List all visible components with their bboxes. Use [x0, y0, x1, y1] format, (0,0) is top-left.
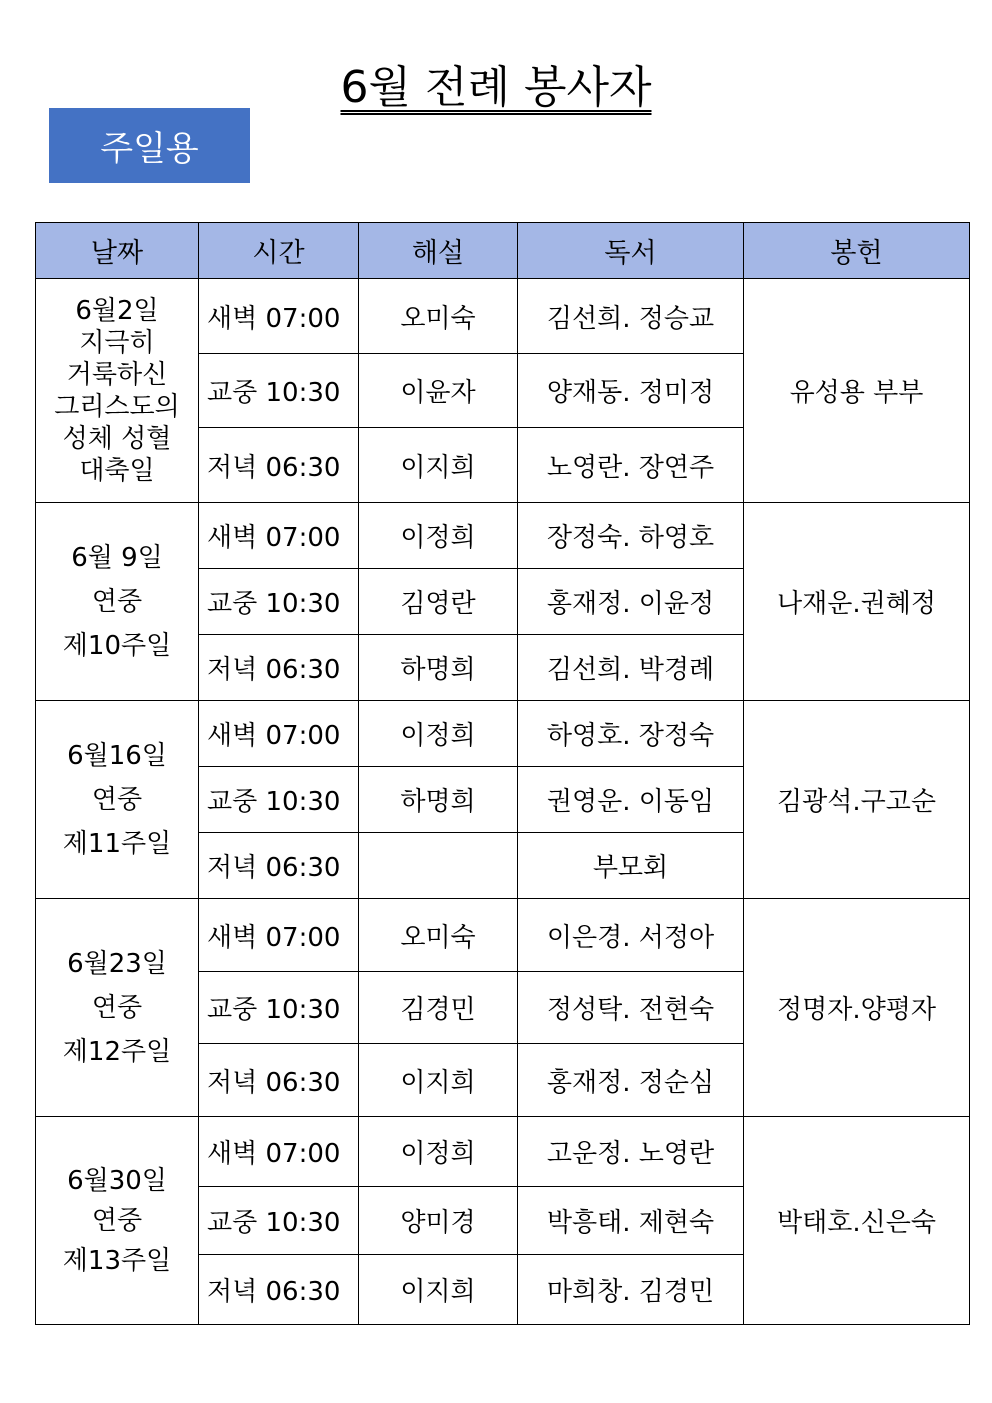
time-cell: 저녁 06:30: [199, 635, 359, 701]
narration-cell: 양미경: [359, 1187, 518, 1255]
reading-cell: 홍재정. 이윤정: [518, 569, 744, 635]
date-line: 6월2일: [75, 295, 159, 326]
header-reading: 독서: [518, 223, 744, 279]
narration-cell: 이지희: [359, 1255, 518, 1325]
reading-cell: 노영란. 장연주: [518, 428, 744, 503]
narration-cell: 이정희: [359, 503, 518, 569]
date-line: 연중: [91, 992, 143, 1023]
date-cell: [36, 279, 199, 503]
date-line: 제10주일: [62, 630, 172, 661]
narration-cell: 오미숙: [359, 899, 518, 972]
table-row: [36, 899, 970, 972]
date-line: 6월23일: [67, 948, 167, 979]
date-line: 제12주일: [62, 1036, 172, 1067]
narration-cell: 이지희: [359, 1044, 518, 1117]
header-narration: 해설: [359, 223, 518, 279]
date-cell: [36, 899, 199, 1117]
time-cell: 교중 10:30: [199, 972, 359, 1044]
reading-cell: 장정숙. 하영호: [518, 503, 744, 569]
reading-cell: 부모회: [518, 833, 744, 899]
reading-cell: 이은경. 서정아: [518, 899, 744, 972]
time-cell: 저녁 06:30: [199, 833, 359, 899]
table-row: [36, 503, 970, 569]
narration-cell: 하명희: [359, 767, 518, 833]
date-cell: [36, 1117, 199, 1325]
reading-cell: 김선희. 박경례: [518, 635, 744, 701]
offering-cell: 김광석.구고순: [744, 701, 970, 899]
time-cell: 교중 10:30: [199, 569, 359, 635]
narration-cell: 이정희: [359, 1117, 518, 1187]
date-line: 연중: [91, 586, 143, 617]
narration-cell: [359, 833, 518, 899]
time-cell: 교중 10:30: [199, 1187, 359, 1255]
date-line: 6월 9일: [71, 542, 163, 573]
time-cell: 저녁 06:30: [199, 428, 359, 503]
time-cell: 새벽 07:00: [199, 503, 359, 569]
reading-cell: 하영호. 장정숙: [518, 701, 744, 767]
date-line: 6월16일: [67, 740, 167, 771]
narration-cell: 오미숙: [359, 279, 518, 354]
reading-cell: 고운정. 노영란: [518, 1117, 744, 1187]
header-date: 날짜: [36, 223, 199, 279]
date-line: 대축일: [79, 455, 155, 486]
time-cell: 새벽 07:00: [199, 279, 359, 354]
date-line: 성체 성혈: [62, 423, 172, 454]
page-title-text: 6월 전례 봉사자: [340, 62, 652, 113]
reading-cell: 김선희. 정승교: [518, 279, 744, 354]
header-row: [36, 223, 970, 279]
narration-cell: 이윤자: [359, 354, 518, 428]
date-line: 지극히: [79, 327, 155, 358]
time-cell: 교중 10:30: [199, 767, 359, 833]
date-cell: [36, 701, 199, 899]
offering-cell: 나재운.권혜정: [744, 503, 970, 701]
narration-cell: 이정희: [359, 701, 518, 767]
date-line: 연중: [91, 1205, 143, 1236]
reading-cell: 양재동. 정미정: [518, 354, 744, 428]
reading-cell: 정성탁. 전현숙: [518, 972, 744, 1044]
time-cell: 새벽 07:00: [199, 1117, 359, 1187]
narration-cell: 이지희: [359, 428, 518, 503]
table-row: [36, 701, 970, 767]
time-cell: 새벽 07:00: [199, 701, 359, 767]
time-cell: 저녁 06:30: [199, 1255, 359, 1325]
narration-cell: 하명희: [359, 635, 518, 701]
date-line: 제13주일: [62, 1245, 172, 1276]
offering-cell: 박태호.신은숙: [744, 1117, 970, 1325]
time-cell: 새벽 07:00: [199, 899, 359, 972]
date-line: 거룩하신: [66, 359, 168, 390]
sunday-badge: 주일용: [49, 108, 250, 183]
time-cell: 저녁 06:30: [199, 1044, 359, 1117]
header-offering: 봉헌: [744, 223, 970, 279]
reading-cell: 박흥태. 제현숙: [518, 1187, 744, 1255]
date-line: 연중: [91, 784, 143, 815]
reading-cell: 마희창. 김경민: [518, 1255, 744, 1325]
narration-cell: 김영란: [359, 569, 518, 635]
reading-cell: 권영운. 이동임: [518, 767, 744, 833]
date-cell: [36, 503, 199, 701]
date-line: 제11주일: [62, 828, 172, 859]
offering-cell: 정명자.양평자: [744, 899, 970, 1117]
time-cell: 교중 10:30: [199, 354, 359, 428]
narration-cell: 김경민: [359, 972, 518, 1044]
date-line: 6월30일: [67, 1165, 167, 1196]
table-row: [36, 279, 970, 354]
table-row: [36, 1117, 970, 1187]
schedule-table: [35, 222, 970, 1325]
offering-cell: 유성용 부부: [744, 279, 970, 503]
header-time: 시간: [199, 223, 359, 279]
reading-cell: 홍재정. 정순심: [518, 1044, 744, 1117]
date-line: 그리스도의: [54, 391, 180, 422]
